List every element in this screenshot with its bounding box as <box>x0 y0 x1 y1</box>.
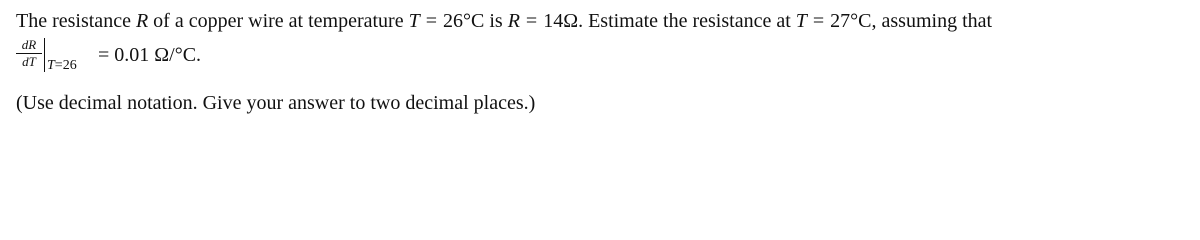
fraction-denominator: dT <box>22 54 36 69</box>
text: . Estimate the resistance at <box>578 10 796 32</box>
resistance-value: 14Ω <box>543 10 579 32</box>
variable-t: T <box>408 10 420 32</box>
evaluation-bar <box>44 38 45 72</box>
subscript-value: =26 <box>54 58 77 73</box>
fraction-numerator: dR <box>16 38 42 54</box>
problem-statement <box>16 0 1192 138</box>
equals-sign: = <box>425 10 437 32</box>
text: of a copper wire at temperature <box>148 10 409 32</box>
temperature-value: 26°C <box>443 10 485 32</box>
answer-instruction: (Use decimal notation. Give your answer to two decimal places.) <box>16 92 536 114</box>
problem-text-line-1 <box>16 8 992 34</box>
derivative-fraction <box>16 38 42 69</box>
equals-sign: = <box>812 10 825 32</box>
target-temperature-value: 27°C <box>830 10 872 32</box>
subscript-variable: T <box>47 58 55 73</box>
derivative-value: = 0.01 Ω/°C. <box>98 44 202 66</box>
text: The resistance <box>16 10 136 32</box>
equals-sign: = <box>525 10 538 32</box>
text: , assuming that <box>871 10 993 32</box>
text: is <box>484 10 508 32</box>
variable-r: R <box>507 10 520 32</box>
variable-t: T <box>795 10 807 32</box>
evaluation-subscript <box>47 58 77 74</box>
variable-r: R <box>135 10 149 32</box>
